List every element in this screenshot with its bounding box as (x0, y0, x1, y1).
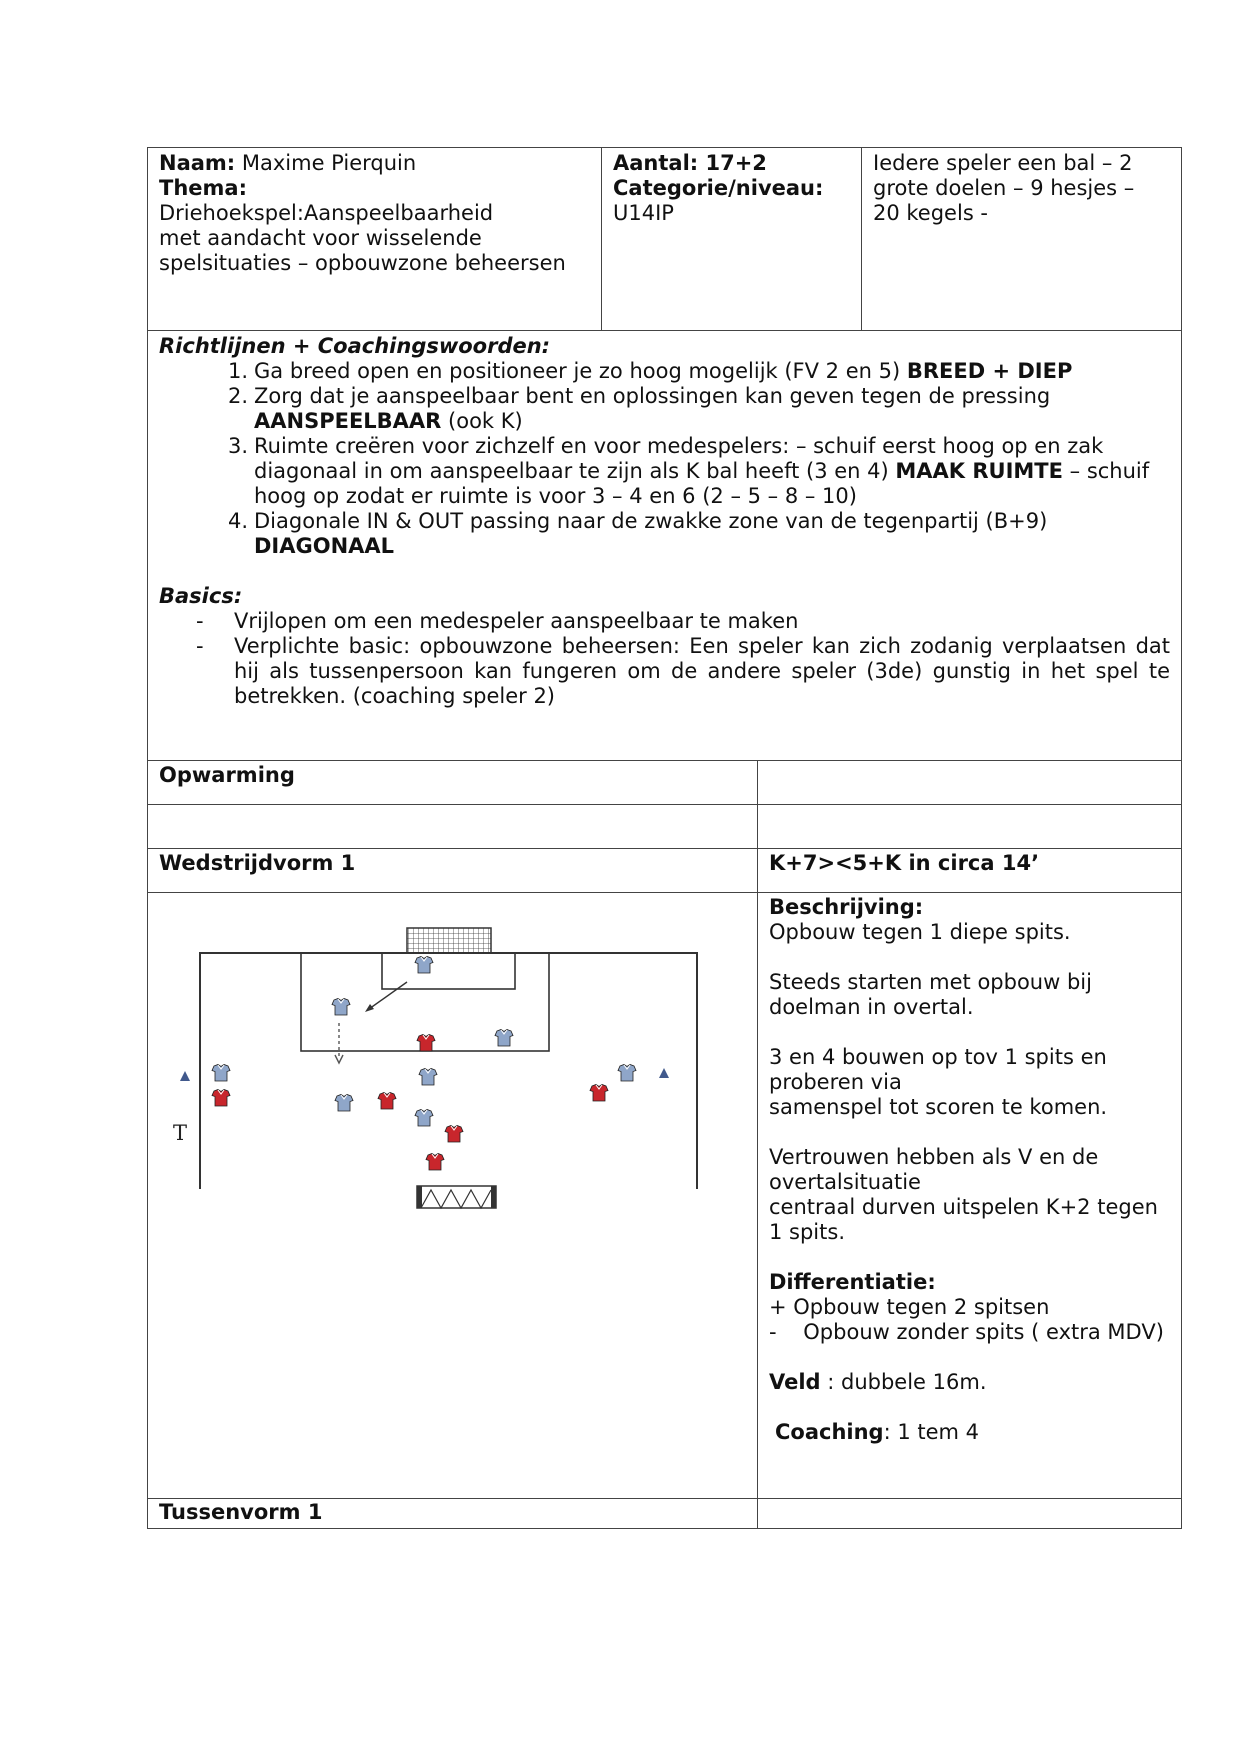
basics-list (196, 609, 1170, 709)
aantal-cell (602, 148, 862, 331)
thema-line: spelsituaties – opbouwzone beheersen (159, 251, 566, 275)
naam-label: Naam: (159, 151, 236, 175)
paragraph: Vertrouwen hebben als V en de overtalsituatie centraal durven uitspelen K+2 tegen 1 spits. (769, 1145, 1158, 1244)
materiaal-line: grote doelen – 9 hesjes – (873, 176, 1135, 200)
goal-area (382, 953, 515, 989)
pitch-diagram (148, 893, 746, 1498)
wedstrijdvorm-format: K+7><5+K in circa 14’ (769, 851, 1040, 875)
coaching-line: Coaching: 1 tem 4 (775, 1420, 980, 1444)
bottom-goal (417, 1186, 496, 1208)
naam-thema-cell (148, 148, 602, 331)
basics-item: - Verplichte basic: opbouwzone beheersen: Een speler kan zich zodanig verplaatsen dat hij als tussenpersoon kan fungeren om de andere speler (3de) gunstig in het spel te betrekken. (coaching speler 2) (196, 634, 1170, 708)
materiaal-line: Iedere speler een bal – 2 (873, 151, 1133, 175)
basics-item: - Vrijlopen om een medespeler aanspeelbaar te maken (196, 609, 799, 633)
format-cell (758, 849, 1182, 893)
pass-arrow (365, 982, 407, 1012)
thema-label: Thema: (159, 176, 247, 200)
guidelines-table (147, 330, 1182, 761)
richtlijn-item: 3. Ruimte creëren voor zichzelf en voor medespelers: – schuif eerst hoog op en zak diagonaal in om aanspeelbaar te zijn als K bal heeft (3 en 4) MAAK RUIMTE – schuif hoog op zodat er ruimte is voor 3 – 4 en 6 (2 – 5 – 8 – 10) (227, 434, 1150, 508)
run-arrow (335, 1023, 343, 1063)
differentiatie-item: - Opbouw zonder spits ( extra MDV) (769, 1320, 1164, 1344)
t-marker: T (173, 1121, 188, 1145)
tussenvorm-right-cell (758, 1499, 1182, 1529)
differentiatie-item: + Opbouw tegen 2 spitsen (769, 1295, 1050, 1319)
cone-left (180, 1071, 190, 1081)
richtlijnen-title: Richtlijnen + Coachingswoorden: (159, 334, 551, 358)
differentiatie-title: Differentiatie: (769, 1270, 936, 1294)
basics-title: Basics: (159, 584, 243, 608)
diagram-cell (148, 893, 758, 1499)
session-table (147, 760, 1182, 1529)
paragraph: Opbouw tegen 1 diepe spits. (769, 920, 1071, 944)
wedstrijdvorm-label: Wedstrijdvorm 1 (159, 851, 356, 875)
opwarming-right-cell (758, 761, 1182, 805)
naam-value: Maxime Pierquin (235, 151, 417, 175)
materiaal-cell (862, 148, 1182, 331)
richtlijn-item: 2. Zorg dat je aanspeelbaar bent en oplossingen kan geven tegen de pressing AANSPEELBAAR (ook K) (227, 384, 1051, 433)
thema-line: Driehoekspel:Aanspeelbaarheid (159, 201, 494, 225)
richtlijn-item: 4. Diagonale IN & OUT passing naar de zwakke zone van de tegenpartij (B+9) DIAGONAAL (227, 509, 1048, 558)
wedstrijdvorm-cell (148, 849, 758, 893)
paragraph: 3 en 4 bouwen op tov 1 spits en proberen via samenspel tot scoren te komen. (769, 1045, 1108, 1119)
red-players (212, 1035, 608, 1171)
aantal-label: Aantal: 17+2 (613, 151, 767, 175)
guidelines-cell (148, 331, 1182, 761)
tussenvorm-label: Tussenvorm 1 (159, 1500, 323, 1524)
richtlijn-item: 1. Ga breed open en positioneer je zo hoog mogelijk (FV 2 en 5) BREED + DIEP (227, 359, 1073, 383)
categorie-label: Categorie/niveau: (613, 176, 824, 200)
categorie-value: U14IP (613, 201, 674, 225)
richtlijnen-list (227, 359, 1170, 559)
empty-cell (148, 805, 758, 849)
training-sheet (147, 147, 1182, 1529)
beschrijving-title: Beschrijving: (769, 895, 924, 919)
cone-right (659, 1068, 669, 1078)
opwarming-label: Opwarming (159, 763, 295, 787)
thema-line: met aandacht voor wisselende (159, 226, 482, 250)
tussenvorm-cell (148, 1499, 758, 1529)
header-table (147, 147, 1182, 331)
top-goal (407, 928, 491, 953)
materiaal-line: 20 kegels - (873, 201, 989, 225)
empty-cell (758, 805, 1182, 849)
opwarming-cell (148, 761, 758, 805)
veld-line: Veld : dubbele 16m. (769, 1370, 987, 1394)
description-cell (758, 893, 1182, 1499)
paragraph: Steeds starten met opbouw bij doelman in overtal. (769, 970, 1092, 1019)
